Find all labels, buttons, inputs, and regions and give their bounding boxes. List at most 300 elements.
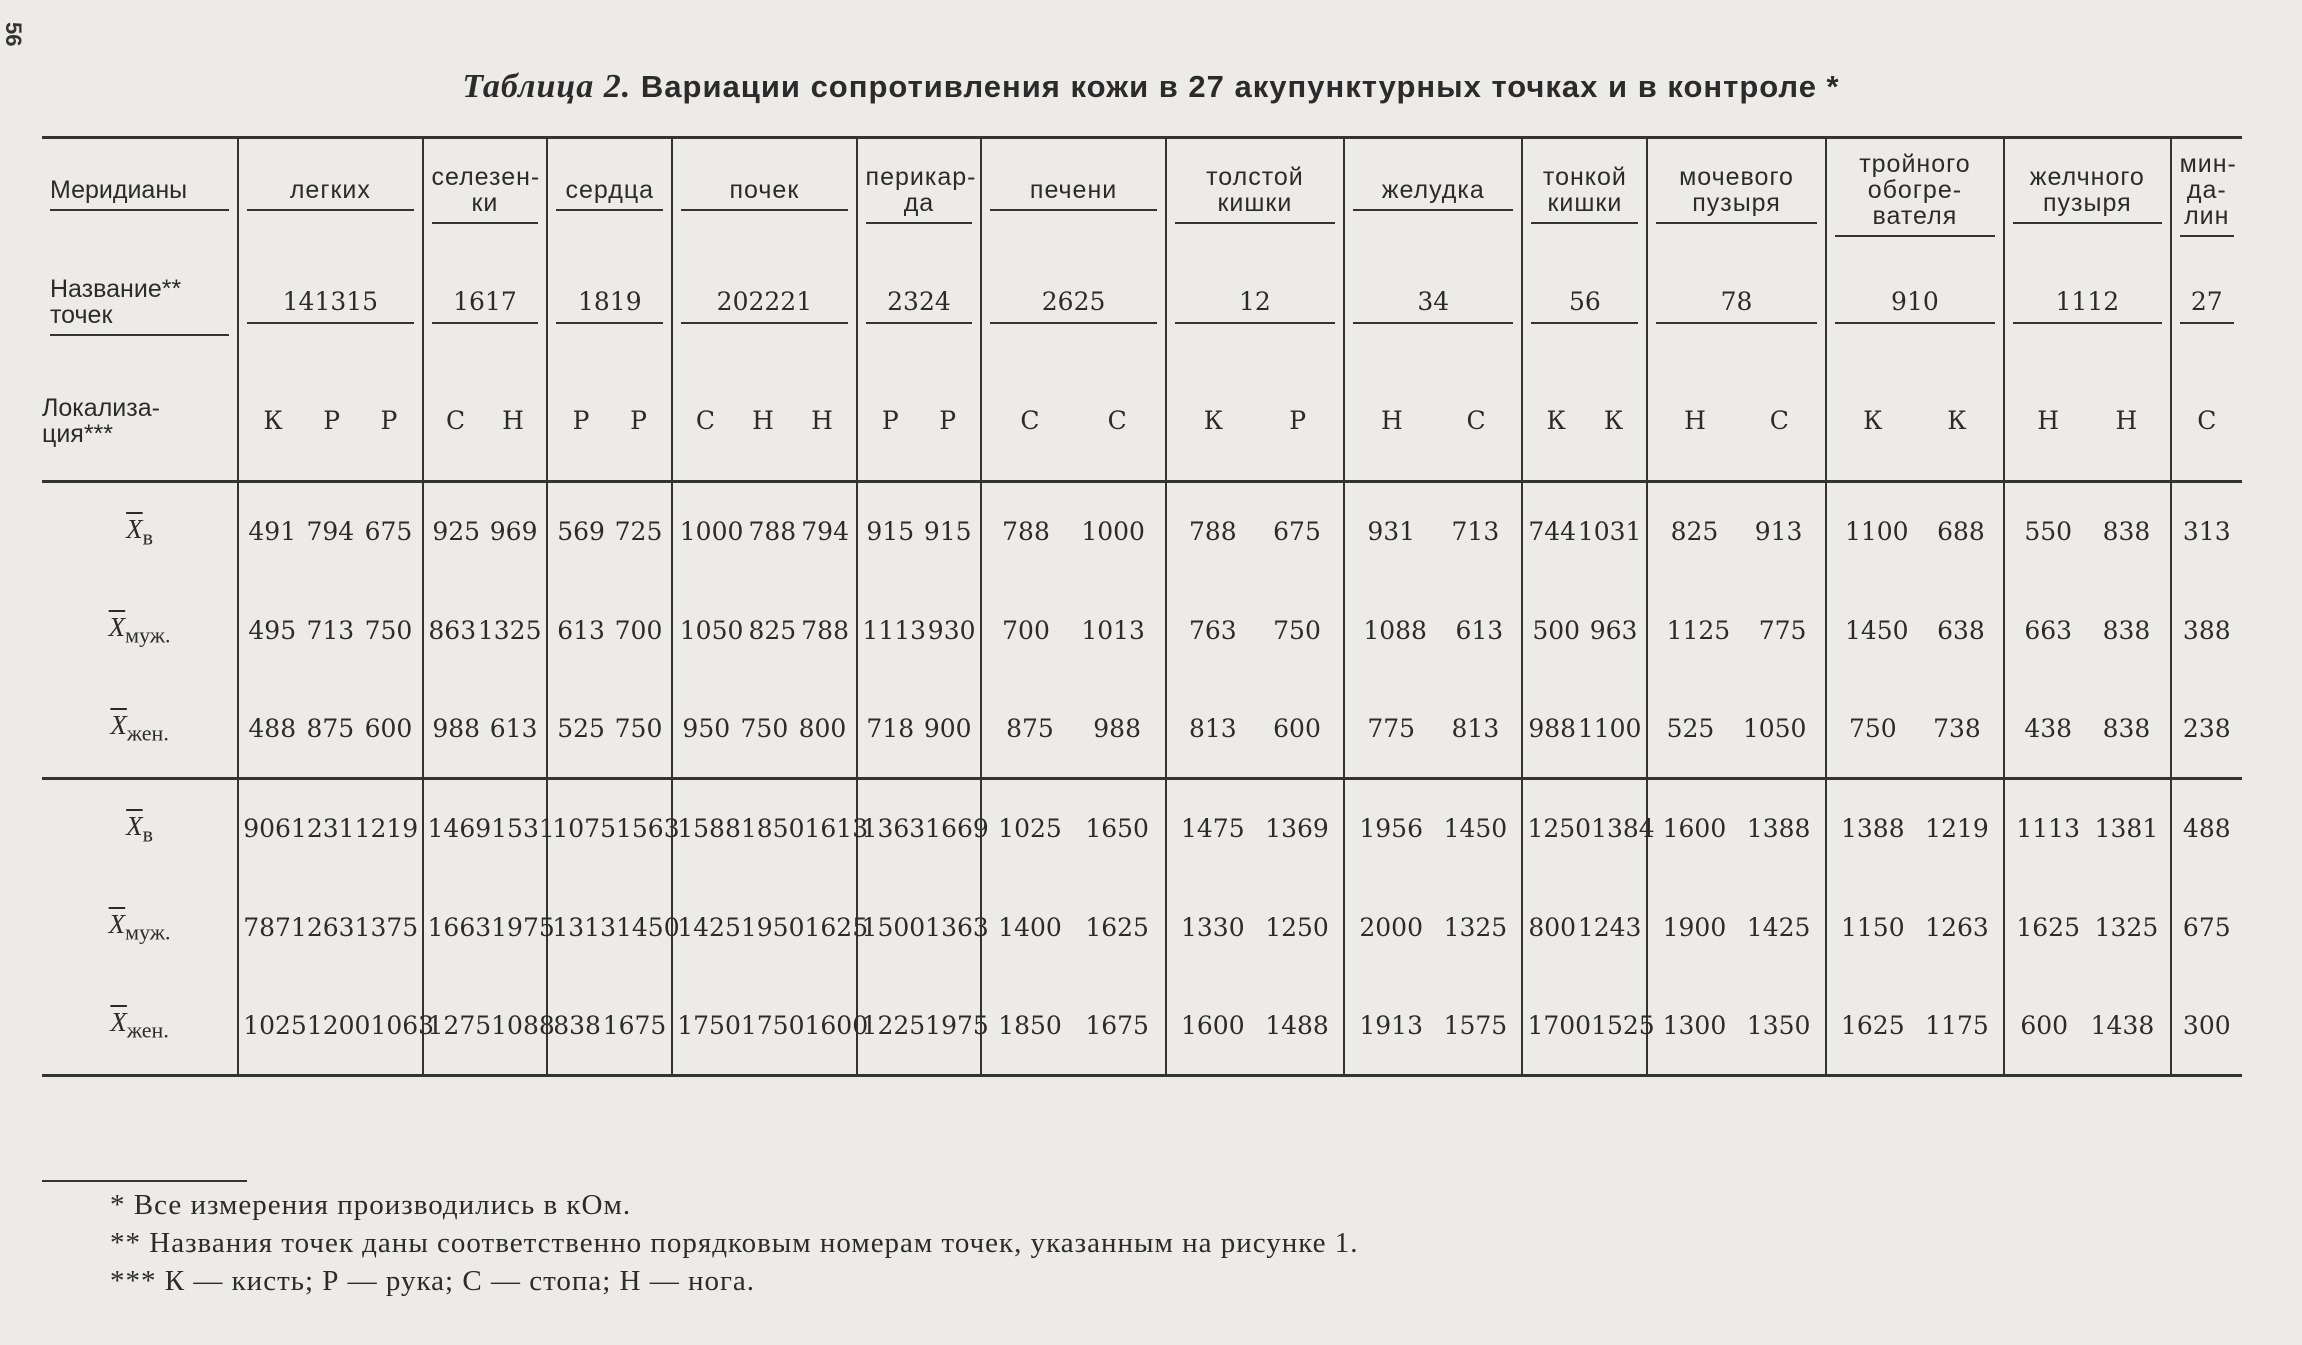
resistance — [1345, 616, 1521, 645]
resistance-value: 1363 — [925, 912, 989, 942]
meridian-name: почек — [681, 177, 847, 211]
resistance — [1167, 913, 1343, 942]
resistance-value: 1700 — [1527, 1010, 1592, 1040]
point-number — [432, 287, 539, 324]
resistance-value: 1669 — [925, 814, 989, 844]
resistance — [1648, 814, 1824, 843]
data-row — [42, 779, 2242, 878]
resistance-value: 915 — [923, 517, 972, 547]
resistance-value: 775 — [1758, 615, 1807, 645]
localization-label: Локализа- ция*** — [42, 393, 160, 448]
localization — [982, 406, 1164, 435]
data-cell — [857, 581, 982, 680]
resistance-value: 1125 — [1666, 615, 1731, 645]
point-number-value: 11 — [2055, 287, 2088, 316]
resistance — [1648, 913, 1824, 942]
data-cell — [1522, 680, 1647, 779]
localization — [1827, 406, 2003, 435]
data-cell — [1344, 680, 1522, 779]
resistance — [1523, 1010, 1655, 1040]
resistance — [1345, 517, 1521, 546]
resistance-value: 1475 — [1181, 814, 1245, 844]
resistance — [1345, 714, 1521, 743]
resistance — [673, 814, 869, 844]
resistance-value: 1675 — [1085, 1010, 1149, 1040]
row-label — [42, 878, 238, 977]
data-cell — [2004, 977, 2170, 1076]
resistance-value: 1613 — [804, 814, 869, 844]
resistance-value: 1325 — [2094, 912, 2159, 942]
resistance-value: 1663 — [427, 912, 492, 942]
localization — [548, 406, 671, 435]
resistance-value: 1950 — [740, 912, 805, 942]
resistance — [673, 1010, 869, 1040]
localization-cell — [981, 362, 1165, 482]
data-cell — [547, 878, 680, 977]
resistance-value: 800 — [798, 713, 847, 743]
resistance-value: 913 — [1754, 517, 1803, 547]
resistance-value: 1625 — [1840, 1010, 1905, 1040]
resistance-value: 1525 — [1591, 1010, 1655, 1040]
localization — [673, 406, 855, 435]
row-label-symbol: $\overline{X}$ — [108, 908, 126, 939]
point-number-value: 6 — [1584, 287, 1601, 316]
row-label-subscript: в — [142, 820, 154, 846]
resistance — [1167, 517, 1343, 546]
resistance-value: 700 — [1002, 615, 1050, 645]
resistance — [548, 714, 671, 743]
localization-value: К — [1947, 406, 1967, 436]
localization-value: Р — [1289, 406, 1307, 436]
resistance — [673, 714, 855, 743]
resistance — [1345, 814, 1521, 843]
point-names-cell — [2171, 250, 2242, 362]
resistance — [1827, 814, 2003, 843]
row-label-stat — [110, 1007, 169, 1043]
localization-cell — [1647, 362, 1825, 482]
localization-value: Р — [630, 406, 647, 436]
data-cell — [1522, 878, 1647, 977]
localization-value: С — [695, 406, 715, 436]
resistance-value: 1384 — [1591, 814, 1655, 844]
localization-cell — [1522, 362, 1647, 482]
meridian-header — [238, 138, 422, 250]
data-cell — [547, 581, 672, 680]
resistance-value: 525 — [1666, 713, 1715, 743]
point-number-value: 14 — [282, 287, 315, 316]
data-cell — [1344, 482, 1522, 581]
resistance-value: 663 — [2024, 615, 2073, 645]
data-cell — [1166, 581, 1344, 680]
resistance-value: 675 — [1273, 517, 1321, 547]
resistance-value: 915 — [866, 517, 915, 547]
data-row — [42, 680, 2242, 779]
data-cell — [2004, 581, 2170, 680]
resistance-value: 1088 — [1363, 615, 1427, 645]
resistance-value: 525 — [557, 713, 605, 743]
localization-value: С — [1769, 406, 1789, 436]
localization-value: С — [1020, 406, 1040, 436]
localization — [858, 406, 981, 435]
meridian-name: легких — [247, 177, 413, 211]
resistance — [2005, 517, 2169, 546]
point-number-value: 4 — [1433, 287, 1450, 316]
resistance-value: 1250 — [1265, 912, 1329, 942]
localization-value: К — [1546, 406, 1566, 436]
resistance-value: 763 — [1188, 615, 1237, 645]
resistance-value: 1313 — [552, 912, 616, 942]
resistance-value: 931 — [1367, 517, 1416, 547]
data-cell — [423, 779, 555, 878]
table-title-label: Таблица 2. — [462, 68, 632, 105]
resistance-value: 688 — [1937, 517, 1985, 547]
meridian-name: печени — [990, 177, 1156, 211]
localization-value: Р — [572, 406, 590, 436]
point-number-value: 22 — [748, 287, 781, 316]
resistance — [2172, 814, 2242, 843]
row-label — [42, 977, 238, 1076]
localization-value: К — [263, 406, 283, 436]
resistance-value: 1450 — [1443, 814, 1508, 844]
localization-value: Н — [752, 406, 774, 436]
resistance-value: 800 — [1528, 912, 1577, 942]
resistance-value: 488 — [248, 713, 297, 743]
data-cell — [2004, 482, 2170, 581]
localization-value: Н — [1380, 406, 1403, 436]
resistance-value: 969 — [489, 517, 538, 547]
meridian-header — [1647, 138, 1825, 250]
resistance-value: 1850 — [998, 1010, 1062, 1040]
meridians-row — [42, 138, 2242, 250]
resistance-value: 2000 — [1359, 912, 1423, 942]
meridian-name: сердца — [556, 177, 663, 211]
resistance-value: 750 — [740, 713, 789, 743]
point-number — [1353, 287, 1513, 324]
resistance — [424, 912, 555, 942]
data-cell — [238, 680, 422, 779]
data-cell — [1344, 581, 1522, 680]
data-cell — [1166, 977, 1344, 1076]
resistance-value: 600 — [364, 713, 413, 743]
resistance-value: 787 — [243, 912, 291, 942]
data-cell — [1826, 482, 2004, 581]
resistance-value: 750 — [364, 615, 413, 645]
point-names-cell — [857, 250, 982, 362]
resistance-value: 1363 — [861, 814, 926, 844]
resistance — [982, 1011, 1164, 1040]
resistance — [2005, 616, 2169, 645]
resistance-value: 875 — [306, 713, 355, 743]
resistance-value: 1531 — [491, 814, 555, 844]
resistance — [1827, 616, 2003, 645]
data-cell — [981, 878, 1165, 977]
resistance-value: 725 — [614, 517, 663, 547]
localization — [1523, 406, 1646, 435]
resistance-value: 838 — [2102, 517, 2151, 547]
resistance-value: 1375 — [354, 912, 419, 942]
localization-value: Н — [2037, 406, 2060, 436]
resistance-value: 1369 — [1265, 814, 1329, 844]
resistance-value: 1469 — [427, 814, 492, 844]
resistance-value: 794 — [801, 517, 849, 547]
resistance — [1523, 616, 1646, 645]
resistance-value: 1100 — [1844, 517, 1909, 547]
resistance-value: 675 — [2182, 912, 2231, 942]
data-cell — [672, 482, 856, 581]
data-cell — [2004, 878, 2170, 977]
resistance-value: 1438 — [2090, 1010, 2155, 1040]
row-label-symbol: $\overline{X}$ — [110, 710, 127, 741]
point-number-value: 25 — [1073, 287, 1106, 316]
footnote-1: * Все измерения производились в кОм. — [110, 1189, 632, 1221]
resistance — [1167, 814, 1343, 843]
data-cell — [1344, 977, 1522, 1076]
resistance-table — [42, 136, 2242, 1077]
resistance-value: 1956 — [1359, 814, 1423, 844]
data-cell — [1344, 878, 1522, 977]
localization-value: Р — [380, 406, 398, 436]
resistance-value: 638 — [1937, 615, 1985, 645]
data-cell — [2171, 581, 2242, 680]
point-number-value: 24 — [918, 287, 951, 316]
resistance-value: 1219 — [354, 814, 419, 844]
resistance — [982, 517, 1164, 546]
data-cell — [1826, 977, 2004, 1076]
resistance-value: 1219 — [1925, 814, 1989, 844]
data-cell — [1647, 581, 1825, 680]
point-names-cell — [423, 250, 548, 362]
localization-value: С — [1107, 406, 1127, 436]
data-cell — [857, 878, 989, 977]
meridian-name: желчного пузыря — [2013, 164, 2161, 224]
resistance-value: 613 — [557, 615, 605, 645]
resistance-value: 700 — [614, 615, 663, 645]
resistance — [1523, 517, 1646, 546]
row-label-symbol: $\overline{X}$ — [108, 611, 126, 642]
resistance-value: 1300 — [1662, 1010, 1727, 1040]
row-label-subscript: в — [142, 523, 154, 549]
resistance — [1827, 714, 2003, 743]
meridian-header — [672, 138, 856, 250]
resistance-value: 1388 — [1840, 814, 1905, 844]
data-cell — [1647, 878, 1825, 977]
resistance-value: 1425 — [677, 912, 741, 942]
meridian-header — [1826, 138, 2004, 250]
meridian-header — [2171, 138, 2242, 250]
meridian-header — [981, 138, 1165, 250]
resistance-value: 988 — [1528, 713, 1577, 743]
data-cell — [2171, 680, 2242, 779]
resistance-value: 1013 — [1081, 615, 1145, 645]
resistance-value: 1750 — [740, 1010, 805, 1040]
resistance — [673, 912, 869, 942]
resistance-value: 750 — [1848, 713, 1897, 743]
point-number-value: 7 — [1720, 287, 1737, 316]
data-cell — [1166, 779, 1344, 878]
point-names-cell — [547, 250, 672, 362]
point-number-value: 27 — [2190, 287, 2223, 316]
resistance-value: 713 — [306, 615, 355, 645]
point-names-cell — [1166, 250, 1344, 362]
resistance-value: 788 — [1188, 517, 1237, 547]
data-cell — [1166, 878, 1344, 977]
meridian-name: тонкой кишки — [1531, 164, 1638, 224]
resistance-value: 1650 — [1085, 814, 1149, 844]
resistance-value: 238 — [2182, 713, 2231, 743]
data-cell — [981, 977, 1165, 1076]
resistance — [982, 814, 1164, 843]
resistance — [424, 814, 555, 844]
resistance-value: 495 — [248, 615, 297, 645]
localization-value: К — [1863, 406, 1883, 436]
resistance — [2172, 913, 2242, 942]
data-cell — [423, 977, 555, 1076]
resistance — [1523, 913, 1646, 942]
data-cell — [672, 779, 869, 878]
resistance-value: 613 — [1455, 615, 1504, 645]
resistance-value: 1625 — [1085, 912, 1149, 942]
row-label-stat — [108, 611, 171, 648]
resistance-value: 1625 — [804, 912, 869, 942]
resistance-value: 1975 — [925, 1010, 989, 1040]
page-number: 56 — [1, 22, 26, 47]
resistance-value: 1388 — [1746, 814, 1811, 844]
data-row — [42, 482, 2242, 581]
meridian-header — [1522, 138, 1647, 250]
resistance-value: 1175 — [1925, 1010, 1989, 1040]
data-cell — [1522, 482, 1647, 581]
resistance-value: 388 — [2182, 615, 2231, 645]
resistance — [2005, 814, 2169, 843]
meridians-label — [42, 138, 238, 250]
localization-row — [42, 362, 2242, 482]
resistance-value: 1050 — [679, 615, 744, 645]
resistance-value: 1675 — [602, 1010, 667, 1040]
data-cell — [857, 779, 989, 878]
resistance-value: 569 — [557, 517, 605, 547]
resistance-value: 1231 — [290, 814, 355, 844]
row-label — [42, 482, 238, 581]
resistance-value: 825 — [1670, 517, 1719, 547]
resistance-value: 1263 — [290, 912, 355, 942]
data-cell — [423, 680, 548, 779]
localization-cell — [1826, 362, 2004, 482]
point-number-value: 8 — [1736, 287, 1753, 316]
resistance-value: 988 — [1093, 713, 1141, 743]
resistance — [548, 517, 671, 546]
data-cell — [1826, 878, 2004, 977]
resistance-value: 925 — [432, 517, 481, 547]
resistance-value: 488 — [2182, 814, 2231, 844]
data-cell — [1826, 779, 2004, 878]
data-cell — [1166, 482, 1344, 581]
point-number — [990, 287, 1156, 324]
data-cell — [423, 482, 548, 581]
resistance — [1523, 714, 1646, 743]
localization-value: К — [1203, 406, 1224, 436]
localization-cell — [2171, 362, 2242, 482]
point-names-cell — [238, 250, 422, 362]
row-label-symbol: $\overline{X}$ — [110, 1007, 127, 1038]
resistance — [1827, 1011, 2003, 1040]
point-names-row — [42, 250, 2242, 362]
resistance — [858, 1010, 989, 1040]
resistance-value: 906 — [243, 814, 291, 844]
resistance-value: 1575 — [1443, 1010, 1508, 1040]
resistance-value: 1450 — [616, 912, 680, 942]
localization-cell — [547, 362, 672, 482]
point-number — [247, 287, 413, 324]
resistance-value: 1063 — [370, 1010, 435, 1040]
resistance — [1167, 616, 1343, 645]
meridian-name: толстой кишки — [1175, 164, 1335, 224]
resistance-value: 675 — [364, 517, 413, 547]
resistance-value: 1625 — [2016, 912, 2080, 942]
localization-value: Р — [881, 406, 899, 436]
resistance-value: 1850 — [740, 814, 805, 844]
data-cell — [1826, 680, 2004, 779]
resistance-value: 1025 — [243, 1010, 307, 1040]
resistance — [548, 1011, 671, 1040]
point-number-value: 12 — [2087, 287, 2120, 316]
resistance-value: 738 — [1933, 713, 1981, 743]
row-label-symbol: $\overline{X}$ — [126, 513, 143, 544]
resistance — [424, 1010, 555, 1040]
localization-cell — [2004, 362, 2170, 482]
meridians-label-text: Меридианы — [50, 177, 229, 211]
point-number — [1835, 287, 1995, 324]
resistance — [424, 616, 547, 645]
localization — [239, 406, 421, 435]
resistance — [239, 517, 421, 546]
data-cell — [857, 482, 982, 581]
resistance-value: 794 — [306, 517, 355, 547]
resistance-value: 930 — [927, 615, 976, 645]
localization — [1345, 406, 1521, 435]
meridian-header — [547, 138, 672, 250]
data-cell — [547, 779, 680, 878]
resistance-value: 838 — [2102, 713, 2151, 743]
resistance-value: 813 — [1188, 713, 1237, 743]
point-number-value: 2 — [1254, 287, 1271, 316]
row-label — [42, 779, 238, 878]
data-cell — [1647, 977, 1825, 1076]
row-label-stat — [126, 810, 154, 846]
resistance — [424, 714, 547, 743]
data-cell — [981, 680, 1165, 779]
point-names-cell — [1522, 250, 1647, 362]
data-cell — [238, 581, 422, 680]
meridian-header — [857, 138, 982, 250]
meridian-name: селезен- ки — [432, 164, 539, 224]
point-number — [2180, 287, 2234, 324]
point-names-label-text: Название** точек — [50, 276, 229, 336]
localization — [1167, 406, 1343, 435]
resistance-value: 1200 — [306, 1010, 371, 1040]
row-label — [42, 680, 238, 779]
data-cell — [672, 581, 856, 680]
resistance-value: 1381 — [2094, 814, 2159, 844]
data-cell — [547, 680, 672, 779]
data-cell — [238, 977, 435, 1076]
data-cell — [238, 779, 422, 878]
resistance-value: 788 — [748, 517, 797, 547]
data-cell — [1344, 779, 1522, 878]
resistance-value: 825 — [748, 615, 797, 645]
footnotes — [110, 1186, 1359, 1300]
resistance — [858, 814, 989, 844]
resistance — [1648, 714, 1824, 743]
